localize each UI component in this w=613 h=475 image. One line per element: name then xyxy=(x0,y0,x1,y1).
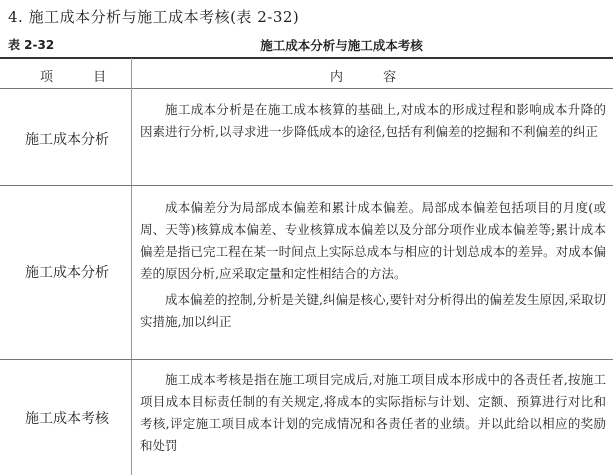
row-label: 施工成本分析 xyxy=(25,265,109,281)
row-rule xyxy=(0,359,613,360)
row-paragraph: 施工成本分析是在施工成本核算的基础上,对成本的形成过程和影响成本升降的因素进行分析,以寻求进一步降低成本的途径,包括有利偏差的挖掘和不利偏差的纠正 xyxy=(140,102,606,139)
header-rule xyxy=(0,88,613,89)
section-title: 4. 施工成本分析与施工成本考核(表 2-32) xyxy=(8,8,300,26)
row-content xyxy=(140,99,606,143)
column-divider xyxy=(131,58,132,475)
row-label: 施工成本考核 xyxy=(25,411,109,427)
row-paragraph: 成本偏差分为局部成本偏差和累计成本偏差。局部成本偏差包括项目的月度(或周、天等)核算成本偏差、专业核算成本偏差以及分部分项作业成本偏差等;累计成本偏差是指已完工程在某一时间点上实际总成本与相应的计划总成本的差异。对成本偏差的原因分析,应采取定量和定性相结合的方法。 xyxy=(140,200,606,281)
row-label: 施工成本分析 xyxy=(25,132,109,148)
row-rule xyxy=(0,185,613,186)
row-content xyxy=(140,369,606,457)
row-paragraph: 施工成本考核是指在施工项目完成后,对施工项目成本形成中的各责任者,按施工项目成本目标责任制的有关规定,将成本的实际指标与计划、定额、预算进行对比和考核,评定施工项目成本计划的完成情况和各责任者的业绩。并以此给以相应的奖励和处罚 xyxy=(140,372,606,453)
header-item: 项 目 xyxy=(40,70,125,85)
header-content: 内 容 xyxy=(330,70,415,85)
table-title: 施工成本分析与施工成本考核 xyxy=(260,38,423,53)
table-number: 表 2-32 xyxy=(8,38,55,52)
row-content xyxy=(140,197,606,333)
row-paragraph: 成本偏差的控制,分析是关键,纠偏是核心,要针对分析得出的偏差发生原因,采取切实措施,加以纠正 xyxy=(140,292,606,329)
table-top-rule xyxy=(0,57,613,59)
